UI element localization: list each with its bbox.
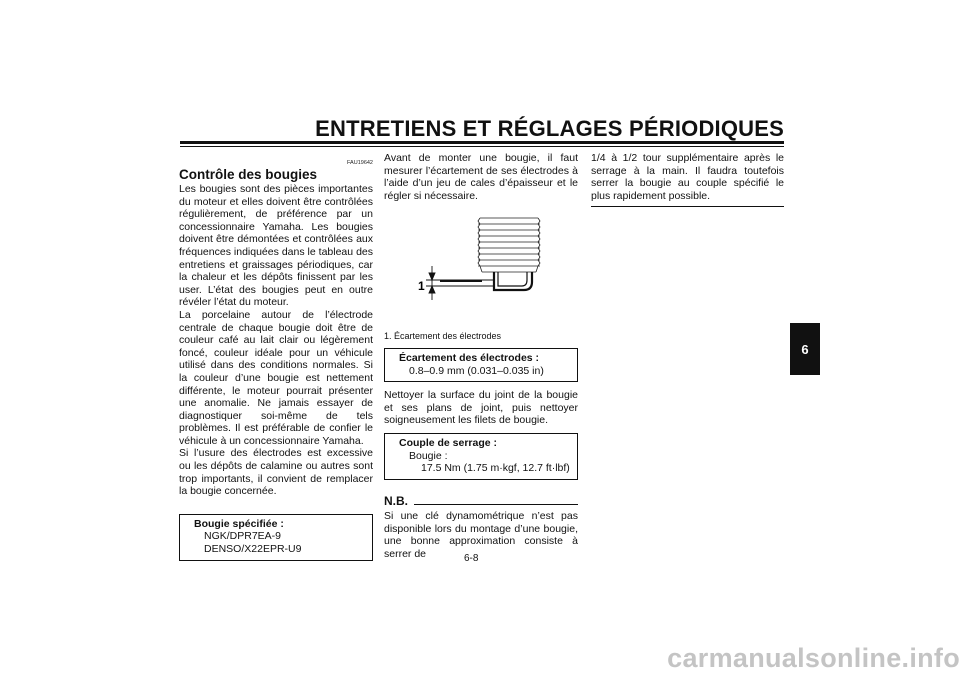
paragraph-continued: 1/4 à 1/2 tour supplémentaire après le serrage à la main. Il faudra toutefois serrer la bougie au couple spécifié le plus rapidement possible. <box>591 152 784 202</box>
column-1 <box>179 160 373 561</box>
figure-caption: 1. Écartement des électrodes <box>384 331 502 341</box>
paragraph-porcelain: La porcelaine autour de l’électrode centrale de chaque bougie doit être de couleur café au lait clair ou légèrement foncé, couleur idéale pour un véhicule utilisé dans des conditions normales. Si la couleur d’une bougie est nettement différente, le moteur pourrait présenter une anomalie. Ne jamais essayer de diagnostiquer soi-même de tels problèmes. Il est préférable de confier le véhicule à un concessionnaire Yamaha. <box>179 308 373 447</box>
spec-title: Bougie spécifiée : <box>194 517 284 530</box>
reference-code: FAU19642 <box>347 160 373 166</box>
paragraph-clean: Nettoyer la surface du joint de la bougie et ses plans de joint, puis nettoyer soigneusement les filets de bougie. <box>384 389 578 427</box>
page-title: ENTRETIENS ET RÉGLAGES PÉRIODIQUES <box>315 116 784 141</box>
gap-spec-value: 0.8–0.9 mm (0.031–0.035 in) <box>409 364 544 377</box>
note-block <box>384 494 578 560</box>
spark-plug-spec-box <box>179 514 373 561</box>
torque-spec-title: Couple de serrage : <box>399 437 498 449</box>
spark-plug-threads <box>478 218 540 272</box>
note-end-rule <box>591 206 784 207</box>
figure-callout-1: 1 <box>418 279 425 293</box>
note-header <box>384 494 578 508</box>
paragraph-intro: Les bougies sont des pièces importantes du moteur et elles doivent être contrôlées régulièrement, de préférence par un concessionnaire Yamaha. Les bougies doivent être démontées et contrôlées aux fréquences indiquées dans le tableau des entretiens et graissages périodiques, car la chaleur et les dépôts finissent par les user. L’état des bougies peut en outre révéler l’état du moteur. <box>179 183 373 309</box>
paragraph-gap-intro: Avant de monter une bougie, il faut mesurer l’écartement de ses électrodes à l’aide d’un jeu de cales d’épaisseur et le régler si nécessaire. <box>384 152 578 202</box>
paragraph-wear: Si l’usure des électrodes est excessive ou les dépôts de calamine ou autres sont trop importants, il convient de remplacer la bougie concernée. <box>179 447 373 498</box>
note-text: Si une clé dynamométrique n’est pas disponible lors du montage d’une bougie, une bonne approximation consiste à serrer de <box>384 510 578 560</box>
watermark: carmanualsonline.info <box>667 643 960 673</box>
column-2 <box>384 152 578 202</box>
gap-spec-box <box>384 348 578 382</box>
note-rule <box>414 504 578 505</box>
spec-line-denso: DENSO/X22EPR-U9 <box>204 543 302 556</box>
note-label: N.B. <box>384 494 408 508</box>
torque-spec-value: 17.5 Nm (1.75 m·kgf, 12.7 ft·lbf) <box>421 462 570 475</box>
spec-line-ngk: NGK/DPR7EA-9 <box>204 530 282 543</box>
header-rule-thin <box>180 146 784 147</box>
spark-plug-gap-illustration <box>412 210 552 310</box>
torque-spec-box <box>384 433 578 480</box>
gap-spec-title: Écartement des électrodes : <box>399 352 540 364</box>
ground-electrode <box>494 272 532 290</box>
gap-dimension <box>426 266 494 300</box>
header-rule-thick <box>180 141 784 144</box>
column-3 <box>591 152 784 202</box>
section-title: Contrôle des bougies <box>179 167 318 182</box>
torque-spec-item: Bougie : <box>409 449 448 462</box>
page-number: 6-8 <box>464 553 479 564</box>
chapter-tab: 6 <box>790 323 820 375</box>
